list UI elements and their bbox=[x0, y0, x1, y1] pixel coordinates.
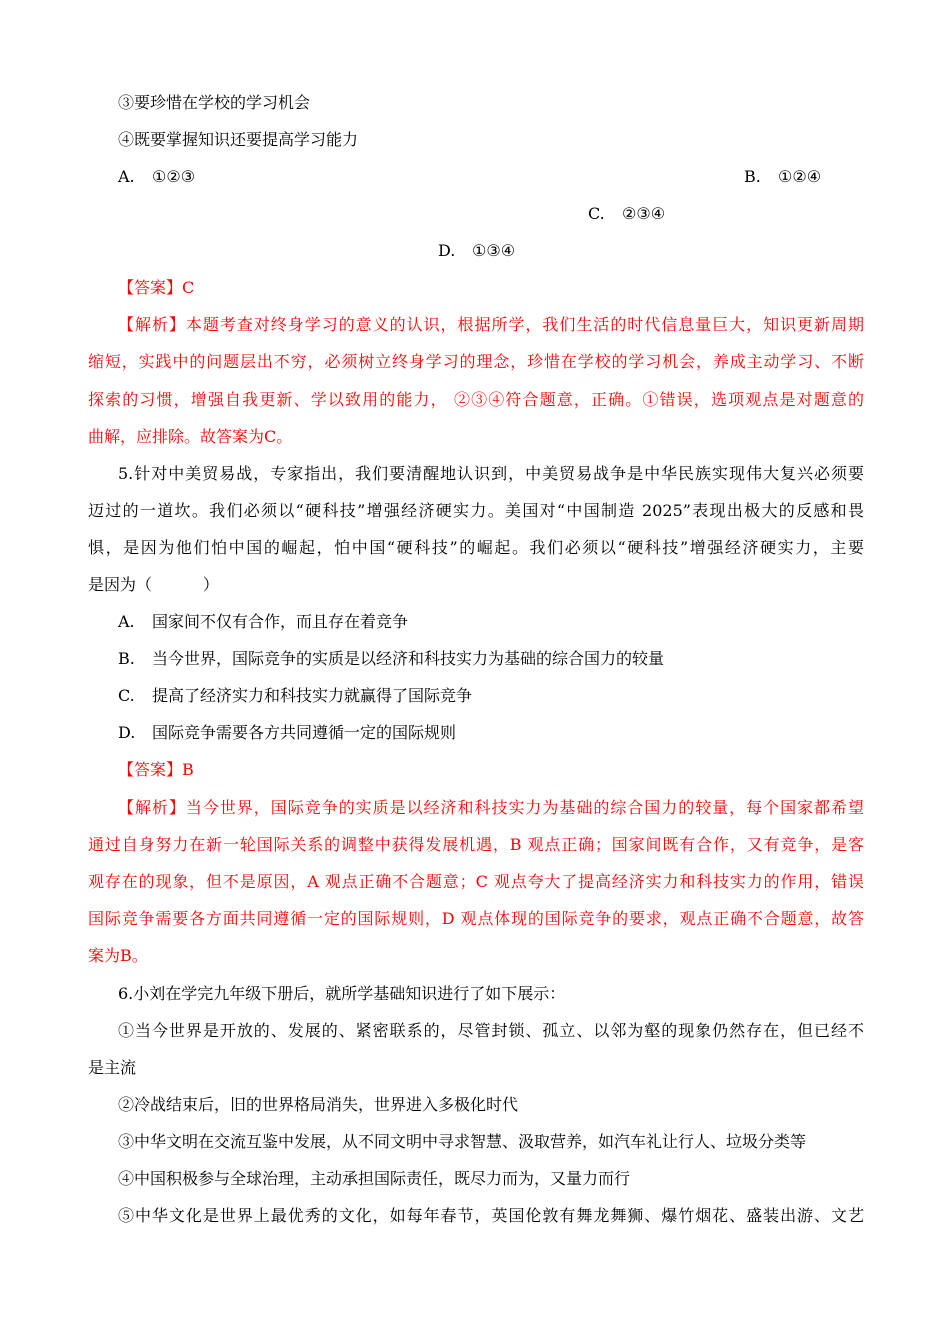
q5-option-d bbox=[118, 722, 864, 744]
q5-option-d-text: 国际竞争需要各方共同遵循一定的国际规则 bbox=[152, 723, 457, 742]
q5-option-d-label: D. bbox=[118, 723, 136, 742]
q4-analysis-line-2: 缩短，实践中的问题层出不穷，必须树立终身学习的理念，珍惜在学校的学习机会，养成主动学习、不断 bbox=[88, 352, 864, 371]
q5-option-a-label: A. bbox=[118, 612, 135, 631]
q5-option-c bbox=[118, 685, 864, 707]
q5-option-b-text: 当今世界，国际竞争的实质是以经济和科技实力为基础的综合国力的较量 bbox=[152, 649, 665, 668]
q4-analysis-line-1: 【解析】本题考查对终身学习的意义的认识，根据所学，我们生活的时代信息量巨大，知识更新周期 bbox=[118, 315, 864, 334]
q6-statement-3: ③中华文明在交流互鉴中发展，从不同文明中寻求智慧、汲取营养，如汽车礼让行人、垃圾分类等 bbox=[118, 1132, 807, 1151]
q4-option-d-label: D. bbox=[438, 241, 456, 260]
q4-analysis-line-3: 探索的习惯，增强自我更新、学以致用的能力， ②③④符合题意，正确。①错误，选项观点是对题意的 bbox=[88, 390, 864, 409]
q5-stem-line-3: 惧，是因为他们怕中国的崛起，怕中国“硬科技”的崛起。我们必须以“硬科技”增强经济硬实力，主要 bbox=[88, 538, 864, 557]
q5-stem-line-2: 迈过的一道坎。我们必须以“硬科技”增强经济硬实力。美国对“中国制造 2025”表现出极大的反感和畏 bbox=[88, 501, 864, 520]
q6-statement-1: ①当今世界是开放的、发展的、紧密联系的，尽管封锁、孤立、以邻为壑的现象仍然存在，但已经不 bbox=[118, 1021, 864, 1040]
q5-option-b-label: B. bbox=[118, 649, 135, 668]
q4-option-c bbox=[588, 203, 718, 225]
q4-answer: 【答案】C bbox=[118, 278, 195, 297]
q4-option-a-label: A. bbox=[118, 167, 135, 186]
q6-statement-1-continued: 是主流 bbox=[88, 1058, 137, 1077]
q5-option-a bbox=[118, 611, 864, 633]
q6-statement-4: ④中国积极参与全球治理，主动承担国际责任，既尽力而为，又量力而行 bbox=[118, 1169, 631, 1188]
q4-option-c-label: C. bbox=[588, 204, 605, 223]
q6-stem: 6.小刘在学完九年级下册后，就所学基础知识进行了如下展示： bbox=[118, 984, 566, 1003]
q5-answer: 【答案】B bbox=[118, 760, 194, 779]
q5-analysis-line-3: 观存在的现象，但不是原因，A 观点正确不合题意；C 观点夸大了提高经济实力和科技实力的作用，错误 bbox=[88, 872, 864, 891]
q5-analysis-line-2: 通过自身努力在新一轮国际关系的调整中获得发展机遇，B 观点正确；国家间既有合作，又有竞争，是客 bbox=[88, 835, 864, 854]
q5-stem-line-1: 5.针对中美贸易战，专家指出，我们要清醒地认识到，中美贸易战争是中华民族实现伟大复兴必须要 bbox=[118, 464, 864, 483]
q4-option-a-text: ①②③ bbox=[152, 167, 196, 186]
q5-stem-line-4: 是因为（ ） bbox=[88, 575, 219, 594]
q5-option-c-label: C. bbox=[118, 686, 135, 705]
q4-option-b-text: ①②④ bbox=[778, 167, 822, 186]
q5-option-c-text: 提高了经济实力和科技实力就赢得了国际竞争 bbox=[152, 686, 473, 705]
q4-statement-4: ④既要掌握知识还要提高学习能力 bbox=[118, 130, 359, 149]
q6-statement-5: ⑤中华文化是世界上最优秀的文化，如每年春节，英国伦敦有舞龙舞狮、爆竹烟花、盛装出游、文艺 bbox=[118, 1206, 864, 1225]
q5-option-b bbox=[118, 648, 864, 670]
q4-option-b-label: B. bbox=[744, 167, 761, 186]
q6-statement-2: ②冷战结束后，旧的世界格局消失，世界进入多极化时代 bbox=[118, 1095, 519, 1114]
q4-option-b bbox=[744, 166, 874, 188]
q4-analysis-line-4: 曲解，应排除。故答案为C。 bbox=[88, 427, 293, 446]
q4-option-c-text: ②③④ bbox=[622, 204, 666, 223]
q5-analysis-line-1: 【解析】当今世界，国际竞争的实质是以经济和科技实力为基础的综合国力的较量，每个国家都希望 bbox=[118, 798, 864, 817]
q5-analysis-line-5: 案为B。 bbox=[88, 946, 148, 965]
q4-option-d bbox=[438, 240, 568, 262]
q4-option-d-text: ①③④ bbox=[472, 241, 516, 260]
q5-analysis-line-4: 国际竞争需要各方面共同遵循一定的国际规则，D 观点体现的国际竞争的要求，观点正确不合题意，故答 bbox=[88, 909, 864, 928]
q4-statement-3: ③要珍惜在学校的学习机会 bbox=[118, 93, 311, 112]
q5-option-a-text: 国家间不仅有合作，而且存在着竞争 bbox=[152, 612, 409, 631]
